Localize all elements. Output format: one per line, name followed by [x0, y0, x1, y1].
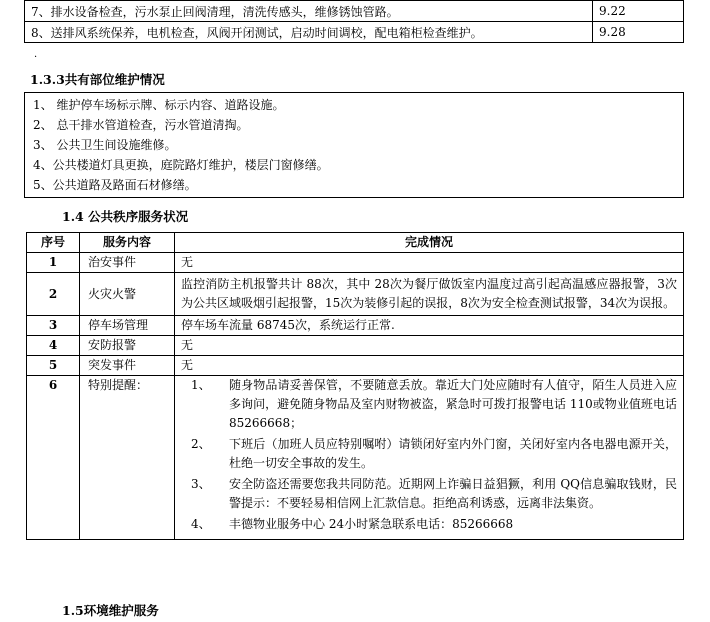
list-item: 1、 维护停车场标示牌、标示内容、道路设施。: [33, 98, 285, 112]
reminder-number: 3、: [191, 477, 211, 491]
common-area-list: [24, 92, 684, 198]
table-row: [27, 253, 684, 273]
reminder-text: 随身物品请妥善保管，不要随意丢放。靠近大门处应随时有人值守，陌生人员进入应多询问，避免随身物品及室内财物被盗，紧急时可拨打报警电话 110或物业值班电话 85266668；: [229, 378, 677, 430]
row-status: 停车场车流量 68745次，系统运行正常.: [175, 316, 684, 336]
row-number: 4: [27, 336, 80, 356]
table-header-row: [27, 233, 684, 253]
header-no: 序号: [27, 233, 80, 253]
header-item: 服务内容: [80, 233, 175, 253]
table-row: [27, 356, 684, 376]
row-number: 6: [27, 376, 80, 540]
reminder-text: 丰德物业服务中心 24小时紧急联系电话：85266668: [229, 517, 514, 531]
table-row: [27, 273, 684, 316]
row-number: 1: [27, 253, 80, 273]
table-row: [25, 22, 684, 43]
reminder-number: 1、: [191, 378, 211, 392]
row-item: 治安事件: [80, 253, 175, 273]
row-item: 安防报警: [80, 336, 175, 356]
row-item: 火灾火警: [80, 273, 175, 316]
reminder-item: [181, 376, 677, 433]
header-status: 完成情况: [175, 233, 684, 253]
reminder-list: [181, 376, 677, 534]
task-cell: 8、送排风系统保养，电机检查，风阀开闭测试，启动时间调校，配电箱柜检查维护。: [25, 22, 593, 43]
section-heading-1-4: 1.4 公共秩序服务状况: [62, 209, 189, 224]
table-row: [25, 1, 684, 22]
maintenance-table: [24, 0, 684, 43]
reminders-cell: [175, 376, 684, 540]
list-item: 3、 公共卫生间设施维修。: [33, 138, 177, 152]
row-item: 突发事件: [80, 356, 175, 376]
row-status: 监控消防主机报警共计 88次，其中 28次为餐厅做饭室内温度过高引起高温感应器报警，3次为公共区域吸烟引起报警，15次为装修引起的误报，8次为安全检查测试报警，34次为误报。: [175, 273, 684, 316]
task-cell: 7、排水设备检查，污水泵止回阀清理，清洗传感头，维修锈蚀管路。: [25, 1, 593, 22]
date-cell: 9.28: [593, 22, 684, 43]
row-number: 5: [27, 356, 80, 376]
reminder-item: [181, 475, 677, 513]
public-order-table: [26, 232, 684, 540]
row-number: 3: [27, 316, 80, 336]
row-status: 无: [175, 356, 684, 376]
reminder-number: 4、: [191, 517, 211, 531]
reminder-text: 下班后（加班人员应特别嘱咐）请锁闭好室内外门窗，关闭好室内各电器电源开关，杜绝一切安全事故的发生。: [229, 437, 677, 470]
list-item: 4、公共楼道灯具更换，庭院路灯维护，楼层门窗修缮。: [33, 158, 329, 172]
table-row: [27, 376, 684, 540]
row-item: 停车场管理: [80, 316, 175, 336]
date-cell: 9.22: [593, 1, 684, 22]
row-number: 2: [27, 273, 80, 316]
paragraph-marker: ·: [34, 52, 38, 63]
reminder-item: [181, 435, 677, 473]
reminder-text: 安全防盗还需要您我共同防范。近期网上诈骗日益猖獗，利用 QQ信息骗取钱财，民警提示：不要轻易相信网上汇款信息。拒绝高利诱惑，远离非法集资。: [229, 477, 677, 510]
section-heading-1-3-3: 1.3.3共有部位维护情况: [30, 72, 165, 87]
row-status: 无: [175, 253, 684, 273]
reminder-item: [181, 515, 677, 534]
row-item: 特别提醒：: [80, 376, 175, 540]
row-status: 无: [175, 336, 684, 356]
reminder-number: 2、: [191, 437, 211, 451]
list-item: 5、公共道路及路面石材修缮。: [33, 178, 197, 192]
table-row: [27, 316, 684, 336]
list-item: 2、 总干排水管道检查，污水管道清掏。: [33, 118, 249, 132]
section-heading-1-5: 1.5环境维护服务: [62, 603, 159, 618]
table-row: [27, 336, 684, 356]
